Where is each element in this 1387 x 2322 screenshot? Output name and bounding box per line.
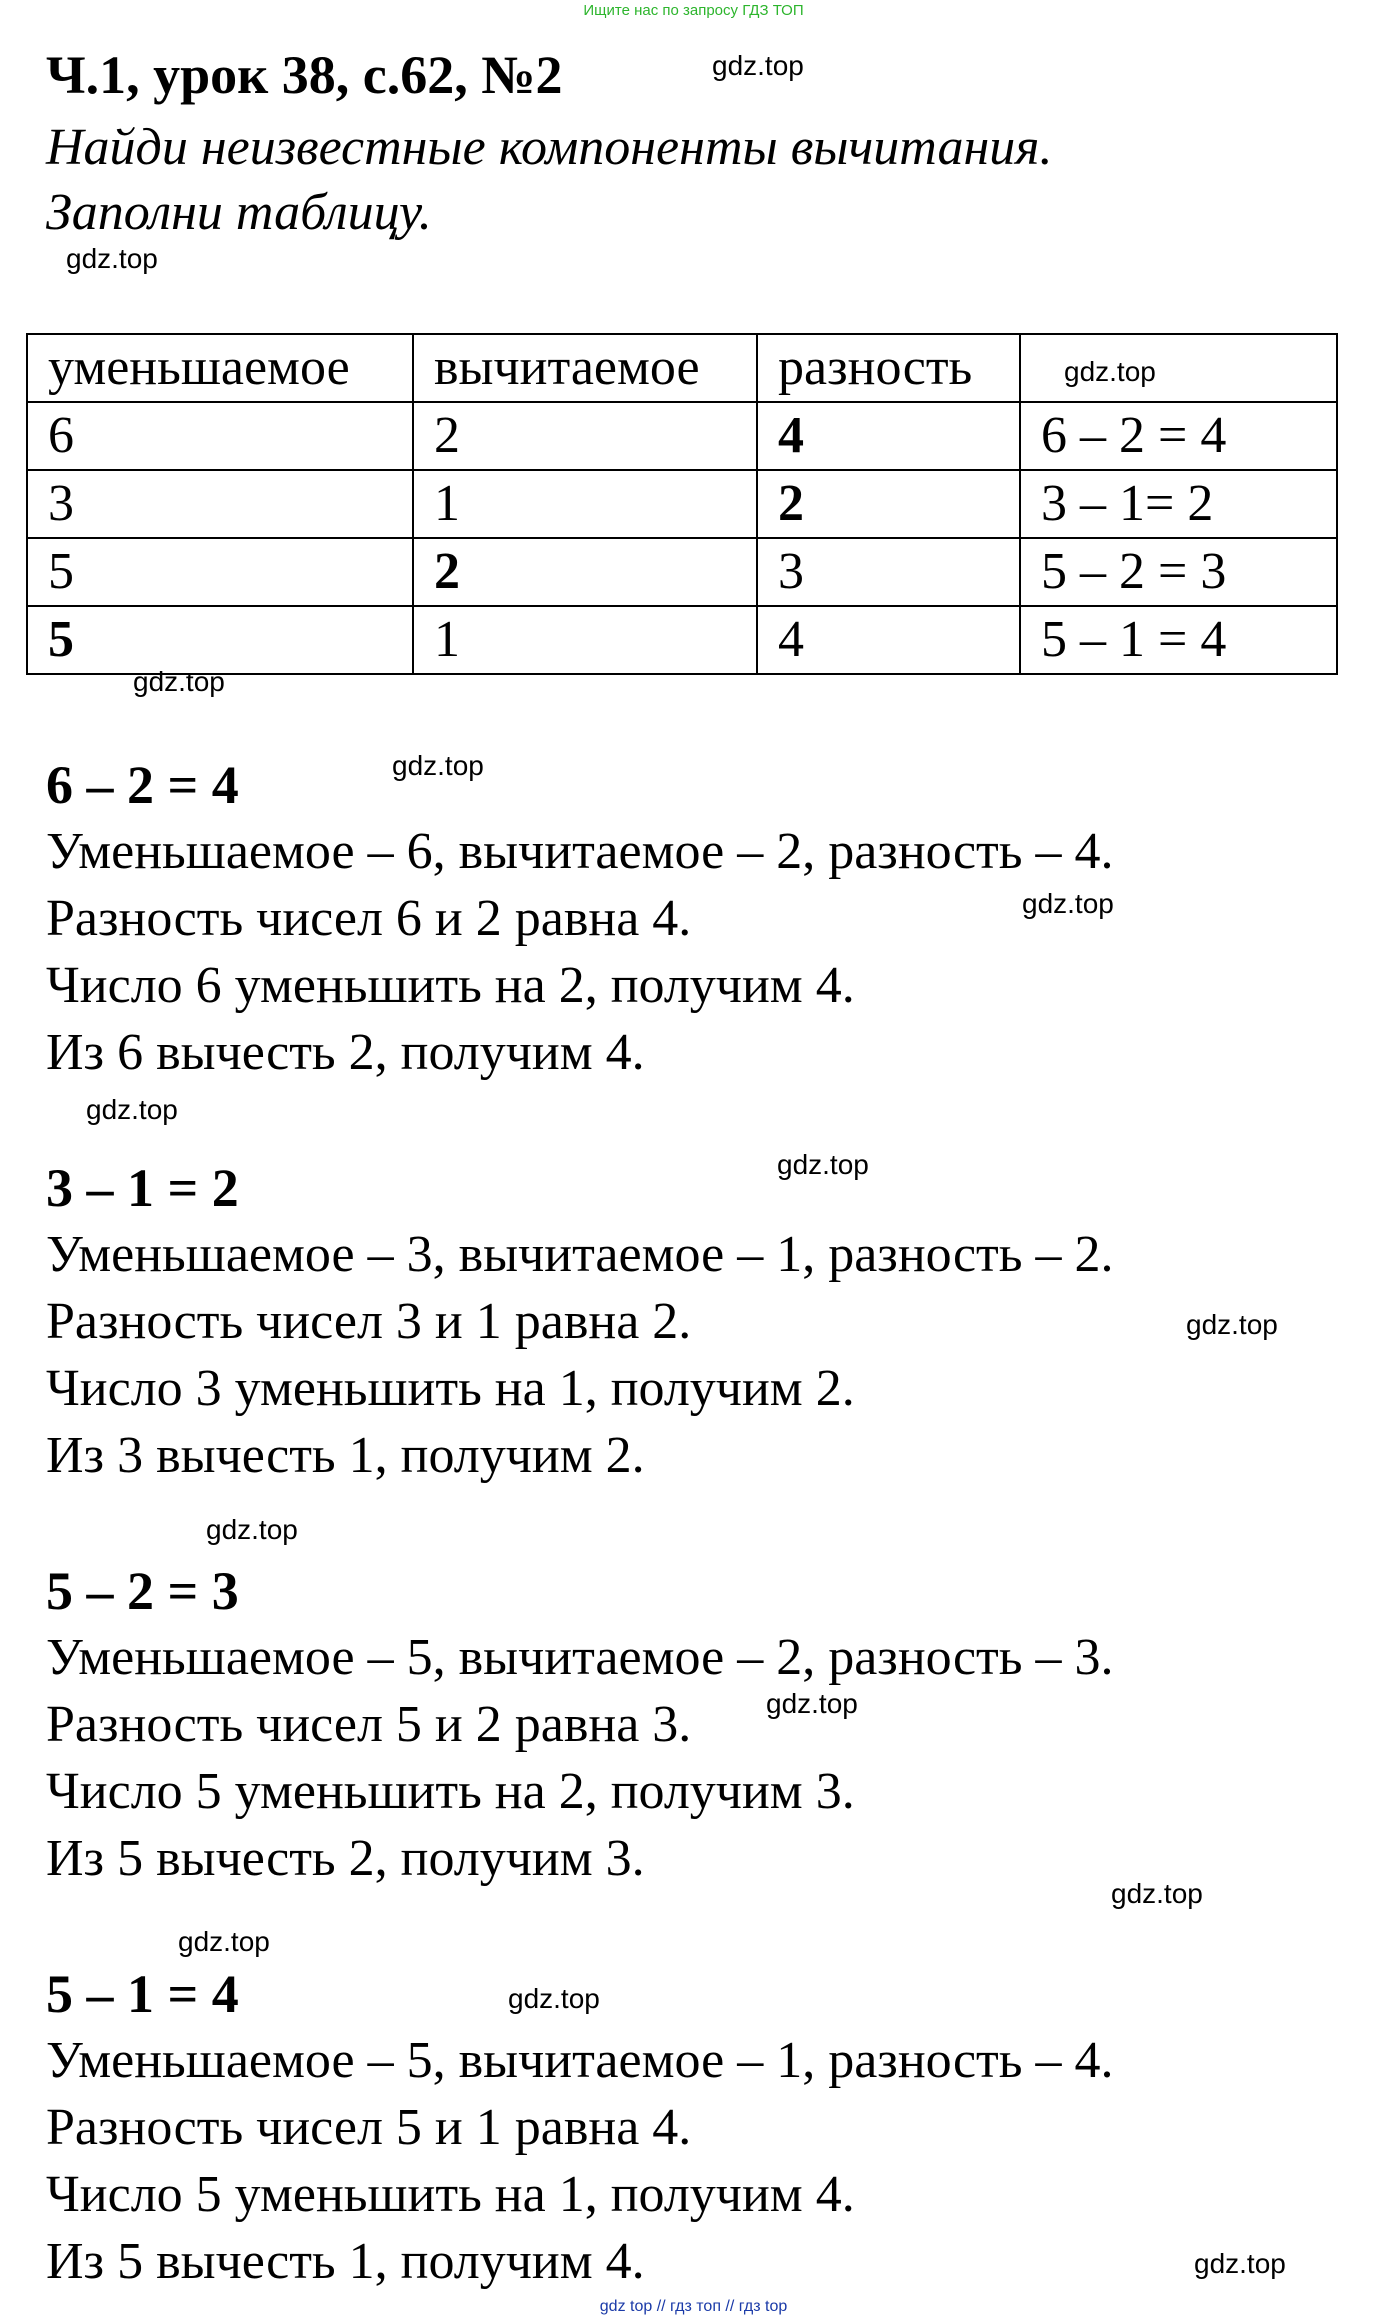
table-cell: 1 (413, 470, 757, 538)
explanation-line: Из 3 вычесть 1, получим 2. (46, 1427, 645, 1484)
table-cell: 3 – 1= 2 (1020, 470, 1337, 538)
watermark: gdz.top (766, 1688, 858, 1719)
header-subtrahend: вычитаемое (413, 334, 757, 402)
explanation-line: Число 6 уменьшить на 2, получим 4. (46, 957, 855, 1014)
table-cell: 3 (27, 470, 413, 538)
explanation-line: Из 5 вычесть 1, получим 4. (46, 2233, 645, 2290)
table-header-row (27, 334, 1337, 402)
explanation-line: Уменьшаемое – 6, вычитаемое – 2, разность – 4. (46, 823, 1114, 880)
explanation-line: Разность чисел 3 и 1 равна 2. (46, 1293, 692, 1350)
watermark: gdz.top (712, 50, 804, 81)
watermark: gdz.top (206, 1514, 298, 1545)
header-expression (1020, 334, 1337, 402)
equation-heading: 3 – 1 = 2 (46, 1158, 239, 1218)
watermark: gdz.top (1111, 1878, 1203, 1909)
explanation-line: Уменьшаемое – 3, вычитаемое – 1, разность – 2. (46, 1226, 1114, 1283)
search-banner[interactable]: Ищите нас по запросу ГДЗ ТОП (583, 2, 804, 19)
table-cell: 6 (27, 402, 413, 470)
table-cell-answer: 2 (757, 470, 1020, 538)
table-cell: 2 (413, 402, 757, 470)
explanation-line: Разность чисел 6 и 2 равна 4. (46, 890, 692, 947)
table-cell: 6 – 2 = 4 (1020, 402, 1337, 470)
table-cell: 1 (413, 606, 757, 674)
explanation-line: Из 5 вычесть 2, получим 3. (46, 1830, 645, 1887)
table-row (27, 606, 1337, 674)
explanation-line: Уменьшаемое – 5, вычитаемое – 1, разность – 4. (46, 2032, 1114, 2089)
table-cell-answer: 2 (413, 538, 757, 606)
header-difference: разность (757, 334, 1020, 402)
explanation-line: Число 5 уменьшить на 1, получим 4. (46, 2166, 855, 2223)
explanation-line: Из 6 вычесть 2, получим 4. (46, 1024, 645, 1081)
watermark: gdz.top (508, 1983, 600, 2014)
explanation-line: Разность чисел 5 и 1 равна 4. (46, 2099, 692, 2156)
instruction-line-2: Заполни таблицу. (46, 184, 432, 241)
equation-heading: 6 – 2 = 4 (46, 755, 239, 815)
table-cell-answer: 4 (757, 402, 1020, 470)
watermark: gdz.top (1194, 2248, 1286, 2279)
table-row (27, 402, 1337, 470)
table-cell: 5 – 2 = 3 (1020, 538, 1337, 606)
watermark: gdz.top (66, 243, 158, 274)
watermark: gdz.top (777, 1149, 869, 1180)
instruction-line-1: Найди неизвестные компоненты вычитания. (46, 119, 1053, 176)
watermark: gdz.top (1064, 356, 1156, 387)
table-cell-answer: 5 (27, 606, 413, 674)
table-row (27, 538, 1337, 606)
table-cell: 5 – 1 = 4 (1020, 606, 1337, 674)
table-cell: 3 (757, 538, 1020, 606)
header-minuend: уменьшаемое (27, 334, 413, 402)
table-cell: 4 (757, 606, 1020, 674)
footer-links[interactable]: gdz top // гдз топ // гдз top (599, 2298, 788, 2315)
watermark: gdz.top (1022, 888, 1114, 919)
watermark: gdz.top (392, 750, 484, 781)
equation-heading: 5 – 2 = 3 (46, 1561, 239, 1621)
table-cell: 5 (27, 538, 413, 606)
equation-heading: 5 – 1 = 4 (46, 1964, 239, 2024)
explanation-line: Число 3 уменьшить на 1, получим 2. (46, 1360, 855, 1417)
watermark: gdz.top (133, 666, 225, 697)
explanation-line: Разность чисел 5 и 2 равна 3. (46, 1696, 692, 1753)
watermark: gdz.top (1186, 1309, 1278, 1340)
explanation-line: Число 5 уменьшить на 2, получим 3. (46, 1763, 855, 1820)
explanation-line: Уменьшаемое – 5, вычитаемое – 2, разность – 3. (46, 1629, 1114, 1686)
table-row (27, 470, 1337, 538)
subtraction-table (26, 333, 1338, 675)
watermark: gdz.top (86, 1094, 178, 1125)
page-title: Ч.1, урок 38, с.62, №2 (46, 45, 563, 105)
watermark: gdz.top (178, 1926, 270, 1957)
